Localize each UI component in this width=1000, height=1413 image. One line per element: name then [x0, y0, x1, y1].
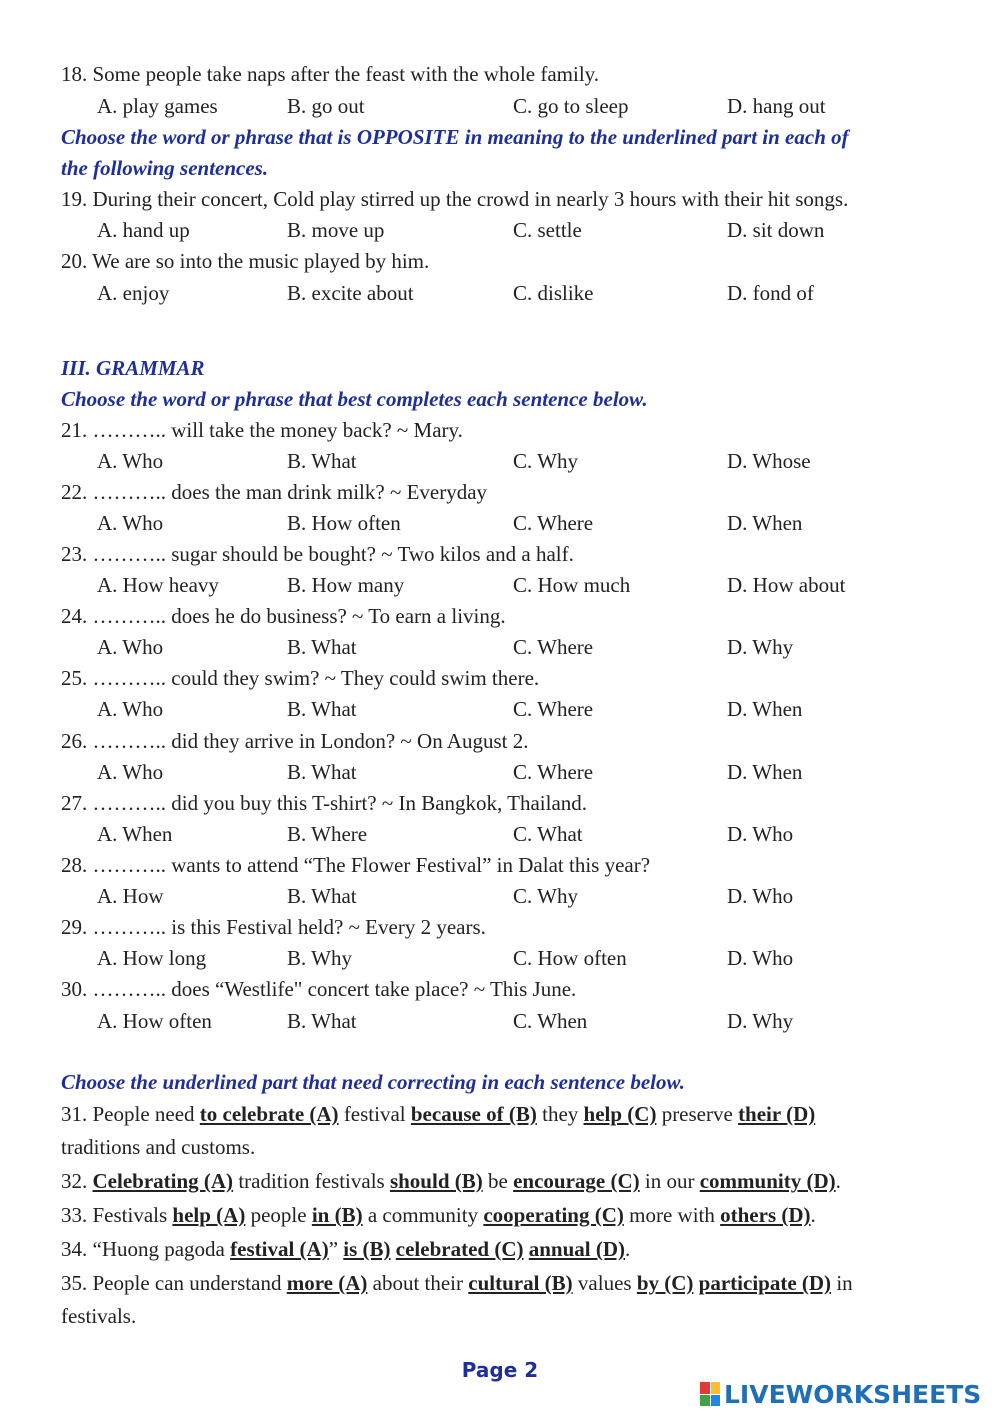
question-30-stem: 30. ……….. does “Westlife" concert take place? ~ This June. — [61, 977, 577, 1001]
q29-option-c[interactable]: C. How often — [513, 946, 627, 970]
q18-option-c[interactable]: C. go to sleep — [513, 94, 629, 118]
q34-part-c[interactable]: celebrated (C) — [395, 1237, 524, 1261]
q32-text: be — [482, 1169, 514, 1193]
q35-continuation: festivals. — [61, 1304, 137, 1328]
q26-option-d[interactable]: D. When — [727, 760, 803, 784]
q26-option-a[interactable]: A. Who — [97, 760, 164, 784]
q32-text: in our — [639, 1169, 700, 1193]
question-28-stem: 28. ……….. wants to attend “The Flower Festival” in Dalat this year? — [61, 853, 651, 877]
q30-option-a[interactable]: A. How often — [97, 1009, 212, 1033]
q33-part-d[interactable]: others (D) — [720, 1203, 811, 1227]
q23-option-c[interactable]: C. How much — [513, 573, 631, 597]
q34-part-a[interactable]: festival (A) — [230, 1237, 329, 1261]
q31-text: festival — [338, 1102, 411, 1126]
q35-part-c[interactable]: by (C) — [636, 1271, 694, 1295]
q32-part-a[interactable]: Celebrating (A) — [92, 1169, 234, 1193]
q29-option-a[interactable]: A. How long — [97, 946, 207, 970]
q31-continuation: traditions and customs. — [61, 1135, 256, 1159]
q29-option-b[interactable]: B. Why — [287, 946, 352, 970]
q32-part-d[interactable]: community (D) — [699, 1169, 836, 1193]
q35-text: values — [572, 1271, 637, 1295]
q33-text: people — [245, 1203, 312, 1227]
liveworksheets-icon — [700, 1382, 720, 1406]
instruction-grammar: Choose the word or phrase that best completes each sentence below. — [61, 387, 648, 411]
q35-text: 35. People can understand — [61, 1271, 287, 1295]
q27-option-d[interactable]: D. Who — [727, 822, 794, 846]
q24-option-b[interactable]: B. What — [287, 635, 357, 659]
q31-text: they — [536, 1102, 584, 1126]
question-19-stem: 19. During their concert, Cold play stirred up the crowd in nearly 3 hours with their hit songs. — [61, 187, 849, 211]
q31-text: preserve — [656, 1102, 739, 1126]
q26-option-b[interactable]: B. What — [287, 760, 357, 784]
instruction-opposite-line2: the following sentences. — [61, 156, 269, 180]
q33-text: a community — [362, 1203, 484, 1227]
q33-text: 33. Festivals — [61, 1203, 173, 1227]
question-25-stem: 25. ……….. could they swim? ~ They could swim there. — [61, 666, 540, 690]
q25-option-a[interactable]: A. Who — [97, 697, 164, 721]
q35-part-b[interactable]: cultural (B) — [468, 1271, 573, 1295]
q31-part-d[interactable]: their (D) — [738, 1102, 816, 1126]
instruction-opposite-line1: Choose the word or phrase that is OPPOSITE in meaning to the underlined part in each of — [61, 125, 849, 149]
question-23-stem: 23. ……….. sugar should be bought? ~ Two kilos and a half. — [61, 542, 574, 566]
q18-option-b[interactable]: B. go out — [287, 94, 365, 118]
q34-text: ” — [328, 1237, 344, 1261]
q22-option-a[interactable]: A. Who — [97, 511, 164, 535]
q35-part-a[interactable]: more (A) — [286, 1271, 368, 1295]
q33-part-c[interactable]: cooperating (C) — [483, 1203, 624, 1227]
q32-text: . — [835, 1169, 841, 1193]
logo-text: LIVEWORKSHEETS — [724, 1379, 982, 1409]
q25-option-b[interactable]: B. What — [287, 697, 357, 721]
q35-text: in — [831, 1271, 853, 1295]
question-32 — [61, 1168, 841, 1194]
q33-part-a[interactable]: help (A) — [172, 1203, 246, 1227]
q27-option-c[interactable]: C. What — [513, 822, 583, 846]
q23-option-b[interactable]: B. How many — [287, 573, 405, 597]
q32-part-b[interactable]: should (B) — [389, 1169, 483, 1193]
q34-part-d[interactable]: annual (D) — [528, 1237, 626, 1261]
q29-option-d[interactable]: D. Who — [727, 946, 794, 970]
q20-option-d[interactable]: D. fond of — [727, 281, 814, 305]
q35-part-d[interactable]: participate (D) — [698, 1271, 832, 1295]
q33-part-b[interactable]: in (B) — [311, 1203, 363, 1227]
question-27-stem: 27. ……….. did you buy this T-shirt? ~ In Bangkok, Thailand. — [61, 791, 588, 815]
question-34 — [61, 1236, 630, 1262]
q25-option-c[interactable]: C. Where — [513, 697, 594, 721]
q22-option-b[interactable]: B. How often — [287, 511, 401, 535]
q26-option-c[interactable]: C. Where — [513, 760, 594, 784]
q34-text: . — [625, 1237, 631, 1261]
question-20-stem: 20. We are so into the music played by him. — [61, 249, 430, 273]
question-24-stem: 24. ……….. does he do business? ~ To earn a living. — [61, 604, 506, 628]
q21-option-d[interactable]: D. Whose — [727, 449, 811, 473]
q18-option-d[interactable]: D. hang out — [727, 94, 826, 118]
q22-option-d[interactable]: D. When — [727, 511, 803, 535]
q23-option-d[interactable]: D. How about — [727, 573, 846, 597]
q27-option-a[interactable]: A. When — [97, 822, 173, 846]
instruction-error-correction: Choose the underlined part that need correcting in each sentence below. — [61, 1070, 685, 1094]
page-number: Page 2 — [461, 1358, 539, 1382]
section-heading-grammar: III. GRAMMAR — [61, 356, 205, 380]
q18-option-a[interactable]: A. play games — [97, 94, 218, 118]
q20-option-b[interactable]: B. excite about — [287, 281, 414, 305]
q30-option-c[interactable]: C. When — [513, 1009, 588, 1033]
q24-option-c[interactable]: C. Where — [513, 635, 594, 659]
q30-option-d[interactable]: D. Why — [727, 1009, 794, 1033]
q19-option-a[interactable]: A. hand up — [97, 218, 190, 242]
q33-text: more with — [623, 1203, 721, 1227]
question-22-stem: 22. ……….. does the man drink milk? ~ Everyday — [61, 480, 488, 504]
q25-option-d[interactable]: D. When — [727, 697, 803, 721]
q20-option-a[interactable]: A. enjoy — [97, 281, 170, 305]
q30-option-b[interactable]: B. What — [287, 1009, 357, 1033]
q28-option-d[interactable]: D. Who — [727, 884, 794, 908]
q23-option-a[interactable]: A. How heavy — [97, 573, 219, 597]
question-35 — [61, 1270, 853, 1296]
q22-option-c[interactable]: C. Where — [513, 511, 594, 535]
q27-option-b[interactable]: B. Where — [287, 822, 368, 846]
q28-option-a[interactable]: A. How — [97, 884, 164, 908]
q31-text: 31. People need — [61, 1102, 200, 1126]
q21-option-b[interactable]: B. What — [287, 449, 357, 473]
q24-option-a[interactable]: A. Who — [97, 635, 164, 659]
q28-option-b[interactable]: B. What — [287, 884, 357, 908]
q34-text: 34. “Huong pagoda — [61, 1237, 231, 1261]
question-29-stem: 29. ……….. is this Festival held? ~ Every 2 years. — [61, 915, 486, 939]
q32-text: tradition festivals — [233, 1169, 390, 1193]
question-33 — [61, 1202, 816, 1228]
question-21-stem: 21. ……….. will take the money back? ~ Mary. — [61, 418, 463, 442]
q31-part-a[interactable]: to celebrate (A) — [199, 1102, 339, 1126]
q19-option-c[interactable]: C. settle — [513, 218, 582, 242]
q31-part-b[interactable]: because of (B) — [410, 1102, 537, 1126]
q35-text: about their — [367, 1271, 469, 1295]
q32-text: 32. — [61, 1169, 93, 1193]
q19-option-b[interactable]: B. move up — [287, 218, 385, 242]
question-31 — [61, 1101, 815, 1127]
q19-option-d[interactable]: D. sit down — [727, 218, 825, 242]
q28-option-c[interactable]: C. Why — [513, 884, 578, 908]
q33-text: . — [810, 1203, 816, 1227]
question-18-stem: 18. Some people take naps after the feast with the whole family. — [61, 62, 600, 86]
q21-option-a[interactable]: A. Who — [97, 449, 164, 473]
q32-part-c[interactable]: encourage (C) — [513, 1169, 640, 1193]
q21-option-c[interactable]: C. Why — [513, 449, 578, 473]
question-26-stem: 26. ……….. did they arrive in London? ~ On August 2. — [61, 729, 529, 753]
q24-option-d[interactable]: D. Why — [727, 635, 794, 659]
q31-part-c[interactable]: help (C) — [583, 1102, 657, 1126]
q34-part-b[interactable]: is (B) — [343, 1237, 391, 1261]
q20-option-c[interactable]: C. dislike — [513, 281, 594, 305]
liveworksheets-logo[interactable] — [700, 1378, 981, 1410]
